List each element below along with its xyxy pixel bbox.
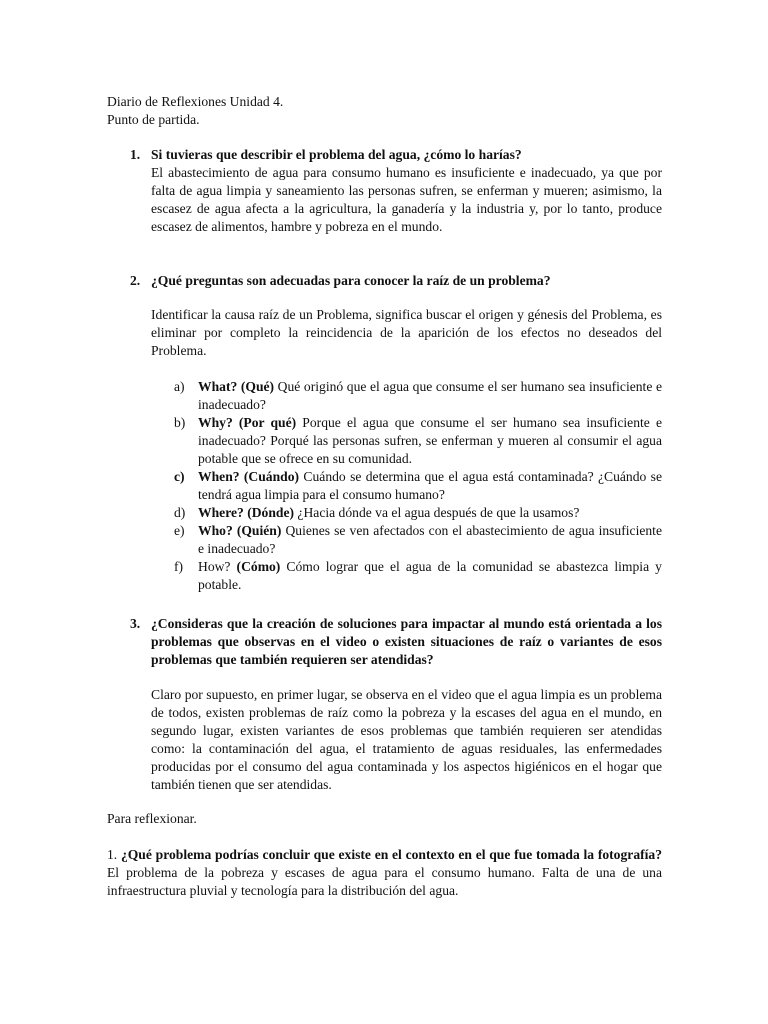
- reflect-question: [107, 846, 662, 900]
- question-title: ¿Consideras que la creación de soluciones para impactar al mundo está orientada a los problemas que observas en el video o existen situaciones de raíz o variantes de esos problemas que también requieren ser atendidas?: [151, 616, 662, 667]
- question-number: 3.: [130, 616, 141, 631]
- list-item: [174, 378, 662, 414]
- question-answer: El abastecimiento de agua para consumo humano es insuficiente e inadecuado, ya que por falta de agua limpia y saneamiento las personas sufren, se enferman y mueren; asimismo, la escasez de agua afecta a la agricultura, la ganadería y la industria y, por lo tanto, produce escasez de alimentos, hambre y pobreza en el mundo.: [151, 165, 662, 234]
- document-header: [107, 93, 667, 129]
- list-item: [174, 522, 662, 558]
- list-item-label: Why? (Por qué): [198, 415, 297, 430]
- reflect-number: 1.: [107, 847, 121, 862]
- list-item-label: Where? (Dónde): [198, 505, 295, 520]
- section-title: Punto de partida.: [107, 112, 200, 127]
- question-1: [130, 146, 662, 236]
- list-item-label: (Cómo): [236, 559, 281, 574]
- question-2-intro: Identificar la causa raíz de un Problema, significa buscar el origen y génesis del Problema, es eliminar por completo la reincidencia de la aparición de los efectos no deseados del Problema.: [151, 307, 662, 358]
- list-marker: f): [174, 559, 184, 574]
- list-marker: a): [174, 379, 185, 394]
- list-item-text: Porque el agua que consume el ser humano sea insuficiente e inadecuado? Porqué las personas sufren, se enferman y mueren al consumir el agua potable que se ofrece en su comunidad.: [198, 415, 663, 466]
- list-item-text: Cuándo se determina que el agua está contaminada? ¿Cuándo se tendrá agua limpia para el consumo humano?: [198, 469, 662, 502]
- question-number: 2.: [130, 273, 141, 288]
- journal-title: Diario de Reflexiones Unidad 4.: [107, 94, 284, 109]
- root-cause-questions-list: [174, 378, 662, 594]
- list-item-label: When? (Cuándo): [198, 469, 300, 484]
- list-item-label-plain: How?: [198, 559, 237, 574]
- reflect-heading: Para reflexionar.: [107, 811, 197, 826]
- reflect-question-text: ¿Qué problema podrías concluir que existe en el contexto en el que fue tomada la fotografía?: [120, 847, 663, 862]
- list-marker: b): [174, 415, 186, 430]
- question-title: ¿Qué preguntas son adecuadas para conocer la raíz de un problema?: [151, 273, 551, 288]
- list-item-label: Who? (Quién): [198, 523, 282, 538]
- list-item: [174, 468, 662, 504]
- list-item-text: Quienes se ven afectados con el abastecimiento de agua insuficiente e inadecuado?: [198, 523, 662, 556]
- question-3-answer: Claro por supuesto, en primer lugar, se observa en el video que el agua limpia es un problema de todos, existen problemas de raíz como la pobreza y la escases del agua en el mundo, en segundo lugar, existen variantes de esos problemas que también requieren ser atendidas como: la contaminación del agua, el tratamiento de aguas residuales, las enfermedades producidas por el consumo del agua contaminada y los aspectos higiénicos en el hogar que también tienen que ser atendidas.: [151, 687, 662, 792]
- list-item: [174, 504, 662, 522]
- question-number: 1.: [130, 147, 141, 162]
- list-marker: c): [174, 469, 185, 484]
- list-item-text: ¿Hacia dónde va el agua después de que la usamos?: [294, 505, 580, 520]
- question-2: [130, 272, 662, 290]
- reflect-answer: El problema de la pobreza y escases de agua para el consumo humano. Falta de una de una infraestructura pluvial y tecnología para la distribución del agua.: [107, 865, 662, 898]
- question-3: [130, 615, 662, 669]
- list-marker: d): [174, 505, 186, 520]
- list-item: [174, 558, 662, 594]
- list-marker: e): [174, 523, 185, 538]
- list-item-text: Cómo lograr que el agua de la comunidad se abastezca limpia y potable.: [198, 559, 662, 592]
- list-item: [174, 414, 662, 468]
- question-title: Si tuvieras que describir el problema del agua, ¿cómo lo harías?: [151, 147, 522, 162]
- list-item-label: What? (Qué): [198, 379, 275, 394]
- list-item-text: Qué originó que el agua que consume el ser humano sea insuficiente e inadecuado?: [198, 379, 662, 412]
